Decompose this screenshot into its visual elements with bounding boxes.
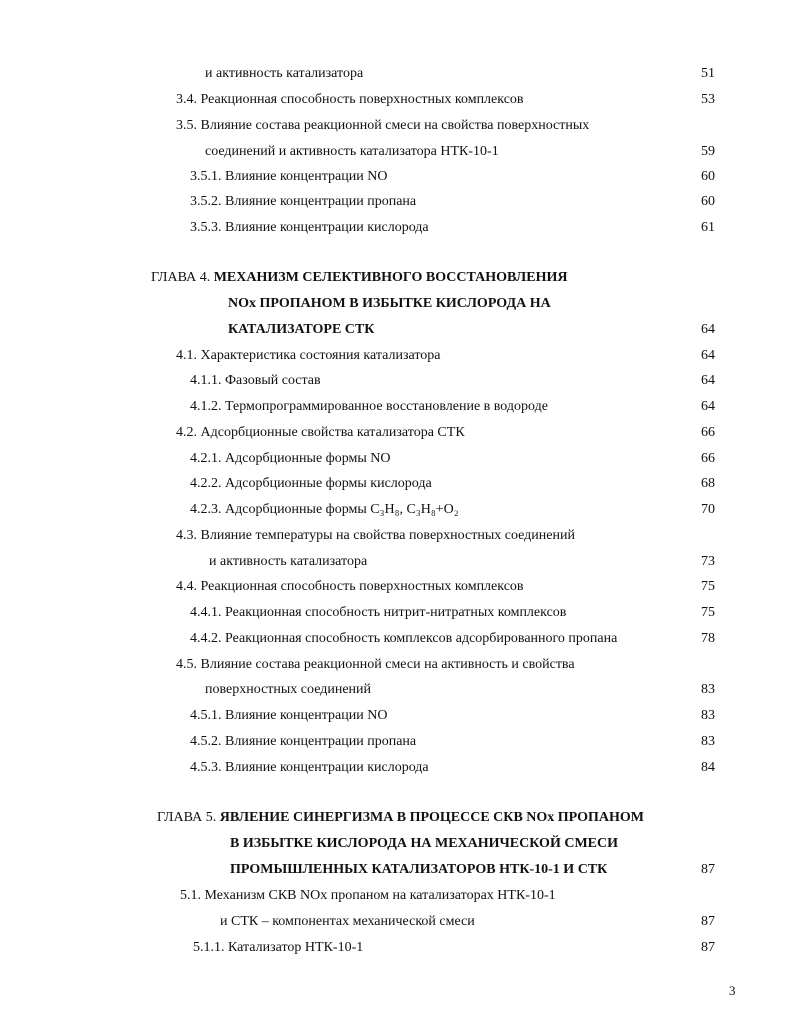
toc-entry-text: 4.3. Влияние температуры на свойства поверхностных соединений: [176, 528, 575, 543]
chapter-title: МЕХАНИЗМ СЕЛЕКТИВНОГО ВОССТАНОВЛЕНИЯ: [213, 270, 568, 285]
toc-entry-text: 4.1. Характеристика состояния катализатора: [176, 348, 441, 363]
chapter-label: ГЛАВА 5.: [157, 810, 217, 825]
toc-entry-page: 83: [701, 682, 715, 697]
toc-entry-text: 5.1. Механизм СКВ NOx пропаном на катализаторах НТК-10-1: [180, 888, 556, 903]
chapter-title: ЯВЛЕНИЕ СИНЕРГИЗМА В ПРОЦЕССЕ СКВ NOx ПРОПАНОМ: [219, 810, 645, 825]
chapter-title: В ИЗБЫТКЕ КИСЛОРОДА НА МЕХАНИЧЕСКОЙ СМЕСИ: [230, 836, 618, 851]
toc-entry-text: 4.2.2. Адсорбционные формы кислорода: [190, 476, 432, 491]
toc-entry-text: 4.5.2. Влияние концентрации пропана: [190, 734, 417, 749]
toc-entry-page: 60: [701, 194, 715, 209]
toc-entry-page: 87: [701, 940, 715, 955]
chapter-title: КАТАЛИЗАТОРЕ СТК: [228, 322, 375, 337]
toc-entry-page: 73: [701, 554, 715, 569]
toc-entry-page: 83: [701, 734, 715, 749]
toc-entry-text: и активность катализатора: [209, 554, 368, 569]
chapter-5-heading: [157, 810, 644, 826]
toc-entry-text: и СТК – компонентах механической смеси: [220, 914, 475, 929]
toc-entry-text: 5.1.1. Катализатор НТК-10-1: [193, 940, 364, 955]
toc-entry-text: 3.5.1. Влияние концентрации NO: [190, 169, 388, 184]
toc-entry-page: 68: [701, 476, 715, 491]
chapter-label: ГЛАВА 4.: [151, 270, 211, 285]
toc-entry-text: 4.5.1. Влияние концентрации NO: [190, 708, 388, 723]
toc-entry-text: 4.2.1. Адсорбционные формы NO: [190, 451, 391, 466]
toc-entry-text: и активность катализатора: [205, 66, 364, 81]
toc-entry-page: 84: [701, 760, 715, 775]
toc-entry-text: 4.4.1. Реакционная способность нитрит-нитратных комплексов: [190, 605, 567, 620]
toc-entry-text: 4.2.3. Адсорбционные формы C₃H₈, C₃H₈+O₂: [190, 502, 459, 517]
toc-entry-page: 64: [701, 399, 715, 414]
chapter-4-heading: [151, 270, 567, 286]
toc-entry-text: 3.5. Влияние состава реакционной смеси на свойства поверхностных: [176, 118, 590, 133]
toc-entry-page: 66: [701, 425, 715, 440]
toc-entry-text: 4.2. Адсорбционные свойства катализатора СТК: [176, 425, 465, 440]
toc-entry-page: 60: [701, 169, 715, 184]
toc-entry-text: поверхностных соединений: [205, 682, 372, 697]
toc-entry-page: 78: [701, 631, 715, 646]
toc-entry-text: 4.4.2. Реакционная способность комплексов адсорбированного пропана: [190, 631, 618, 646]
toc-entry-page: 64: [701, 348, 715, 363]
toc-entry-page: 87: [701, 862, 715, 877]
toc-entry-page: 75: [701, 605, 715, 620]
toc-entry-page: 64: [701, 373, 715, 388]
toc-entry-text: 3.5.2. Влияние концентрации пропана: [190, 194, 417, 209]
toc-entry-page: 87: [701, 914, 715, 929]
toc-entry-page: 83: [701, 708, 715, 723]
page-number: 3: [729, 983, 736, 998]
toc-entry-text: 3.5.3. Влияние концентрации кислорода: [190, 220, 429, 235]
toc-entry-page: 51: [701, 66, 715, 81]
toc-entry-text: 4.1.1. Фазовый состав: [190, 373, 321, 388]
toc-entry-page: 70: [701, 502, 715, 517]
toc-entry-page: 61: [701, 220, 715, 235]
toc-entry-page: 53: [701, 92, 715, 107]
toc-entry-text: соединений и активность катализатора НТК-10-1: [205, 144, 499, 159]
toc-entry-text: 4.1.2. Термопрограммированное восстановление в водороде: [190, 399, 548, 414]
toc-entry-page: 75: [701, 579, 715, 594]
toc-entry-text: 4.4. Реакционная способность поверхностных комплексов: [176, 579, 524, 594]
toc-entry-page: 64: [701, 322, 715, 337]
toc-entry-page: 59: [701, 144, 715, 159]
chapter-title: ПРОМЫШЛЕННЫХ КАТАЛИЗАТОРОВ НТК-10-1 И СТК: [230, 862, 608, 877]
toc-entry-page: 66: [701, 451, 715, 466]
toc-entry-text: 4.5.3. Влияние концентрации кислорода: [190, 760, 429, 775]
chapter-title: NOx ПРОПАНОМ В ИЗБЫТКЕ КИСЛОРОДА НА: [228, 296, 551, 311]
toc-entry-text: 3.4. Реакционная способность поверхностных комплексов: [176, 92, 524, 107]
toc-entry-text: 4.5. Влияние состава реакционной смеси на активность и свойства: [176, 657, 575, 672]
